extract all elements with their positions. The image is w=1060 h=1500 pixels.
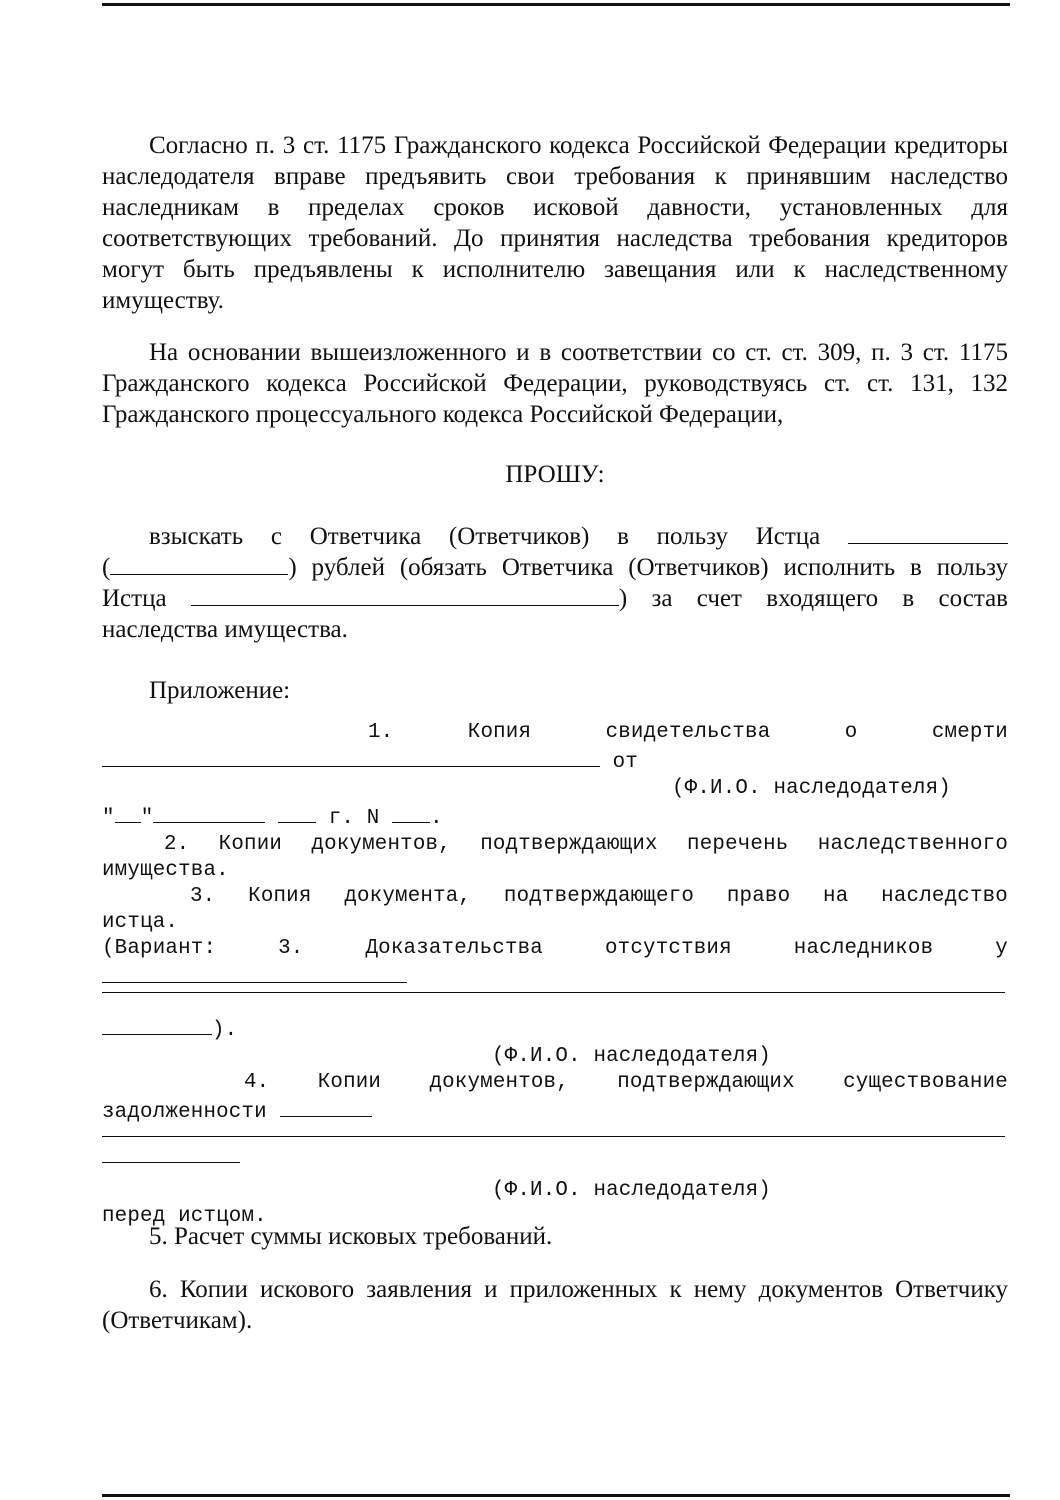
item-4-debt-line bbox=[102, 1096, 1008, 1126]
fio-caption-1: (Ф.И.О. наследодателя) bbox=[672, 777, 951, 800]
item-1-line bbox=[102, 720, 1008, 746]
request-text-1: взыскать с Ответчика (Ответчиков) в пользу Истца bbox=[149, 523, 821, 550]
variant-blank-2 bbox=[102, 988, 1008, 1014]
deceased-blank bbox=[102, 746, 600, 767]
fio-caption-3: (Ф.И.О. наследодателя) bbox=[492, 1179, 771, 1202]
variant-line bbox=[102, 936, 1008, 962]
item-1-word: свидетельства bbox=[605, 721, 771, 744]
debt-blank-3 bbox=[102, 1152, 240, 1163]
item-6: 6. Копии искового заявления и приложенных к нему документов Ответчику (Ответчикам). bbox=[102, 1276, 1008, 1334]
top-rule bbox=[102, 3, 1010, 6]
item-1-word: о bbox=[844, 721, 858, 744]
debt-blank-line-2 bbox=[102, 1126, 1008, 1152]
item-2-line-a: 2. Копии документов, подтверждающих перечень наследственного bbox=[164, 833, 1008, 856]
appendix-items bbox=[102, 720, 1008, 1230]
item-1-word: смерти bbox=[931, 721, 1008, 744]
request-text-3b: ) за счет входящего в состав bbox=[618, 585, 1008, 612]
variant-word: Доказательства bbox=[365, 937, 543, 960]
year-blank bbox=[278, 802, 316, 823]
obligation-blank bbox=[191, 583, 619, 606]
item-4-word: Копии bbox=[317, 1071, 382, 1094]
item-1-from: от bbox=[600, 751, 639, 774]
debt-blank-2 bbox=[102, 1126, 1005, 1137]
amount-words-blank bbox=[110, 552, 288, 575]
variant-word: 3. bbox=[278, 937, 304, 960]
request-line-3 bbox=[102, 583, 1008, 614]
item-3-line-b: истца. bbox=[102, 911, 179, 934]
request-text-2: ) рублей (обязать Ответчика (Ответчиков) исполнить в пользу bbox=[288, 554, 1008, 581]
variant-word: (Вариант: bbox=[102, 937, 217, 960]
item-4-end: перед истцом. bbox=[102, 1205, 267, 1228]
heading-request: ПРОШУ: bbox=[505, 461, 605, 488]
debt-blank-1 bbox=[280, 1096, 372, 1117]
number-label: г. N bbox=[316, 807, 393, 830]
debt-label: задолженности bbox=[102, 1101, 280, 1124]
item-4-line bbox=[102, 1070, 1008, 1096]
heirs-blank-1 bbox=[102, 962, 407, 983]
request-line-4: наследства имущества. bbox=[102, 616, 348, 643]
bottom-rule bbox=[102, 1494, 1010, 1497]
item-5: 5. Расчет суммы исковых требований. bbox=[149, 1223, 553, 1250]
variant-word: наследников bbox=[793, 937, 934, 960]
debt-blank-line-3 bbox=[102, 1152, 1008, 1178]
variant-word: отсутствия bbox=[604, 937, 732, 960]
item-4-word: 4. bbox=[244, 1071, 270, 1094]
quote-close: " bbox=[140, 807, 154, 830]
item-4-word: документов, bbox=[429, 1071, 569, 1094]
item-4-word: существование bbox=[843, 1071, 1008, 1094]
period: . bbox=[430, 807, 443, 830]
quote-open: " bbox=[102, 807, 115, 830]
paragraph-creditors: Согласно п. 3 ст. 1175 Гражданского кодекса Российской Федерации кредиторы наследодателя вправе предъявить свои требования к принявшим наследство наследникам в пределах сроков исковой давности, установленных для соответствующих требований. До принятия наследства требования кредиторов могут быть предъявлены к исполнителю завещания или к наследственному имуществу. bbox=[102, 132, 1008, 314]
item-1-date-line bbox=[102, 802, 1008, 832]
variant-blank-1 bbox=[102, 962, 1008, 988]
variant-word: у bbox=[995, 937, 1008, 960]
paragraph-grounds: На основании вышеизложенного и в соответствии со ст. ст. 309, п. 3 ст. 1175 Гражданского кодекса Российской Федерации, руководствуясь ст. ст. 131, 132 Гражданского процессуального кодекса Российской Федерации, bbox=[102, 339, 1008, 428]
variant-close-line bbox=[102, 1014, 1008, 1044]
item-1-blank-line bbox=[102, 746, 1008, 776]
request-block bbox=[102, 521, 1008, 645]
paren-open: ( bbox=[102, 554, 111, 581]
item-1-number: 1. bbox=[368, 721, 394, 744]
variant-close: ). bbox=[212, 1019, 238, 1042]
item-3-line-a: 3. Копия документа, подтверждающего право на наследство bbox=[190, 885, 1008, 908]
appendix-label: Приложение: bbox=[149, 677, 291, 704]
heirs-blank-3 bbox=[102, 1014, 212, 1035]
request-line-2 bbox=[102, 552, 1008, 583]
number-blank bbox=[392, 802, 430, 823]
item-4-word: подтверждающих bbox=[617, 1071, 795, 1094]
item-2-line-b: имущества. bbox=[102, 859, 229, 882]
request-text-3a: Истца bbox=[102, 585, 167, 612]
item-1-word: Копия bbox=[467, 721, 532, 744]
request-line-1 bbox=[102, 521, 1008, 552]
heirs-blank-2 bbox=[102, 988, 1005, 993]
month-blank bbox=[153, 802, 265, 823]
amount-blank bbox=[848, 521, 1008, 544]
day-blank bbox=[115, 802, 141, 823]
fio-caption-2: (Ф.И.О. наследодателя) bbox=[492, 1045, 771, 1068]
